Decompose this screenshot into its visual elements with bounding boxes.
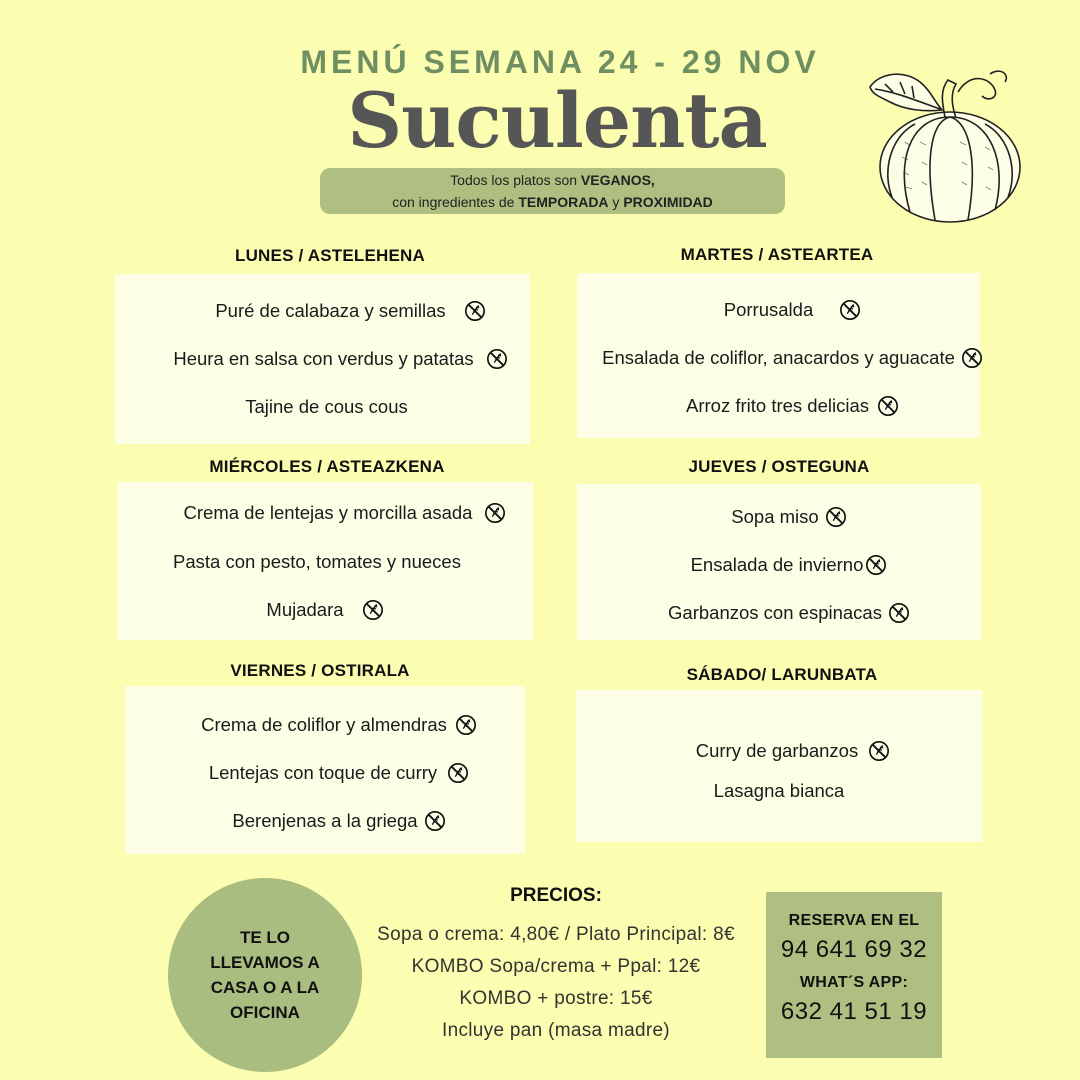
whatsapp-label: WHAT´S APP:	[799, 974, 909, 991]
day-box-sabado	[576, 690, 982, 842]
restaurant-title: Suculenta	[347, 76, 767, 165]
dish-name: Heura en salsa con verdus y patatas	[173, 348, 474, 369]
no-gluten-icon	[484, 502, 506, 524]
banner-line-2	[320, 191, 785, 213]
dish-name: Lentejas con toque de curry	[208, 762, 438, 783]
reserve-label: RESERVA EN EL	[788, 912, 920, 929]
dish-item	[591, 299, 994, 321]
day-box-lunes	[115, 274, 530, 444]
no-gluten-icon	[362, 599, 384, 621]
day-box-martes	[577, 273, 980, 438]
banner-bold: TEMPORADA	[518, 194, 609, 210]
day-title-miercoles: MIÉRCOLES / ASTEAZKENA	[209, 457, 445, 476]
no-gluten-icon	[868, 740, 890, 762]
no-gluten-icon	[424, 810, 446, 832]
dish-item	[133, 348, 548, 370]
day-box-viernes	[125, 686, 525, 854]
no-gluten-icon	[464, 300, 486, 322]
dish-item	[119, 396, 534, 418]
dish-item	[109, 551, 525, 573]
dish-item	[590, 740, 996, 762]
pumpkin-illustration	[850, 62, 1030, 232]
price-line: KOMBO + postre: 15€	[459, 988, 653, 1009]
no-gluten-icon	[486, 348, 508, 370]
dish-item	[587, 506, 991, 528]
dish-name: Berenjenas a la griega	[232, 810, 418, 831]
whatsapp-phone[interactable]: 632 41 51 19	[780, 998, 928, 1025]
delivery-text: TE LO LLEVAMOS A CASA O A LA OFICINA	[210, 928, 320, 1022]
dish-name: Crema de coliflor y almendras	[201, 714, 447, 735]
prices-title: PRECIOS:	[510, 885, 602, 906]
dish-name: Garbanzos con espinacas	[668, 602, 882, 623]
dish-name: Arroz frito tres delicias	[686, 395, 869, 416]
banner-bold: PROXIMIDAD	[623, 194, 713, 210]
no-gluten-icon	[865, 554, 887, 576]
day-title-martes: MARTES / ASTEARTEA	[680, 245, 874, 264]
no-gluten-icon	[961, 347, 983, 369]
dish-name: Ensalada de invierno	[690, 554, 864, 575]
dish-item	[576, 780, 982, 802]
day-title-jueves: JUEVES / OSTEGUNA	[688, 457, 870, 476]
dish-name: Lasagna bianca	[713, 780, 845, 801]
banner-text: Todos los platos son	[450, 172, 581, 188]
price-line: Sopa o crema: 4,80€ / Plato Principal: 8€	[377, 924, 735, 945]
dish-name: Pasta con pesto, tomates y nueces	[173, 551, 461, 572]
dish-item	[139, 762, 539, 784]
dish-item	[117, 599, 533, 621]
vegan-banner	[320, 168, 785, 214]
no-gluten-icon	[455, 714, 477, 736]
dish-name: Sopa miso	[731, 506, 819, 527]
day-box-miercoles	[117, 482, 533, 640]
banner-text: con ingredientes de	[392, 194, 519, 210]
no-gluten-icon	[825, 506, 847, 528]
banner-text: y	[608, 194, 624, 210]
dish-name: Tajine de cous cous	[245, 396, 408, 417]
dish-name: Crema de lentejas y morcilla asada	[183, 502, 473, 523]
dish-item	[591, 395, 994, 417]
dish-name: Porrusalda	[723, 299, 814, 320]
prices-section	[360, 885, 752, 1047]
reservation-box	[766, 892, 942, 1058]
dish-name: Curry de garbanzos	[695, 740, 859, 761]
banner-bold: VEGANOS,	[580, 172, 655, 188]
dish-item	[587, 602, 991, 624]
reserve-phone[interactable]: 94 641 69 32	[780, 936, 928, 963]
dish-item	[137, 502, 553, 524]
menu-subtitle: MENÚ SEMANA 24 - 29 NOV	[300, 44, 820, 80]
day-title-sabado: SÁBADO/ LARUNBATA	[686, 665, 878, 684]
day-box-jueves	[577, 484, 981, 640]
dish-item	[139, 714, 539, 736]
dish-name: Mujadara	[266, 599, 344, 620]
dish-item	[587, 554, 991, 576]
price-line: KOMBO Sopa/crema + Ppal: 12€	[411, 956, 701, 977]
no-gluten-icon	[888, 602, 910, 624]
price-line: Incluye pan (masa madre)	[442, 1020, 670, 1041]
day-title-lunes: LUNES / ASTELEHENA	[235, 246, 425, 265]
no-gluten-icon	[877, 395, 899, 417]
dish-item	[143, 300, 558, 322]
dish-name: Ensalada de coliflor, anacardos y aguacate	[602, 347, 955, 368]
no-gluten-icon	[839, 299, 861, 321]
no-gluten-icon	[447, 762, 469, 784]
dish-name: Puré de calabaza y semillas	[215, 300, 446, 321]
banner-line-1	[320, 169, 785, 191]
day-title-viernes: VIERNES / OSTIRALA	[230, 661, 410, 680]
dish-item	[591, 347, 994, 369]
delivery-badge	[168, 878, 362, 1072]
dish-item	[139, 810, 539, 832]
